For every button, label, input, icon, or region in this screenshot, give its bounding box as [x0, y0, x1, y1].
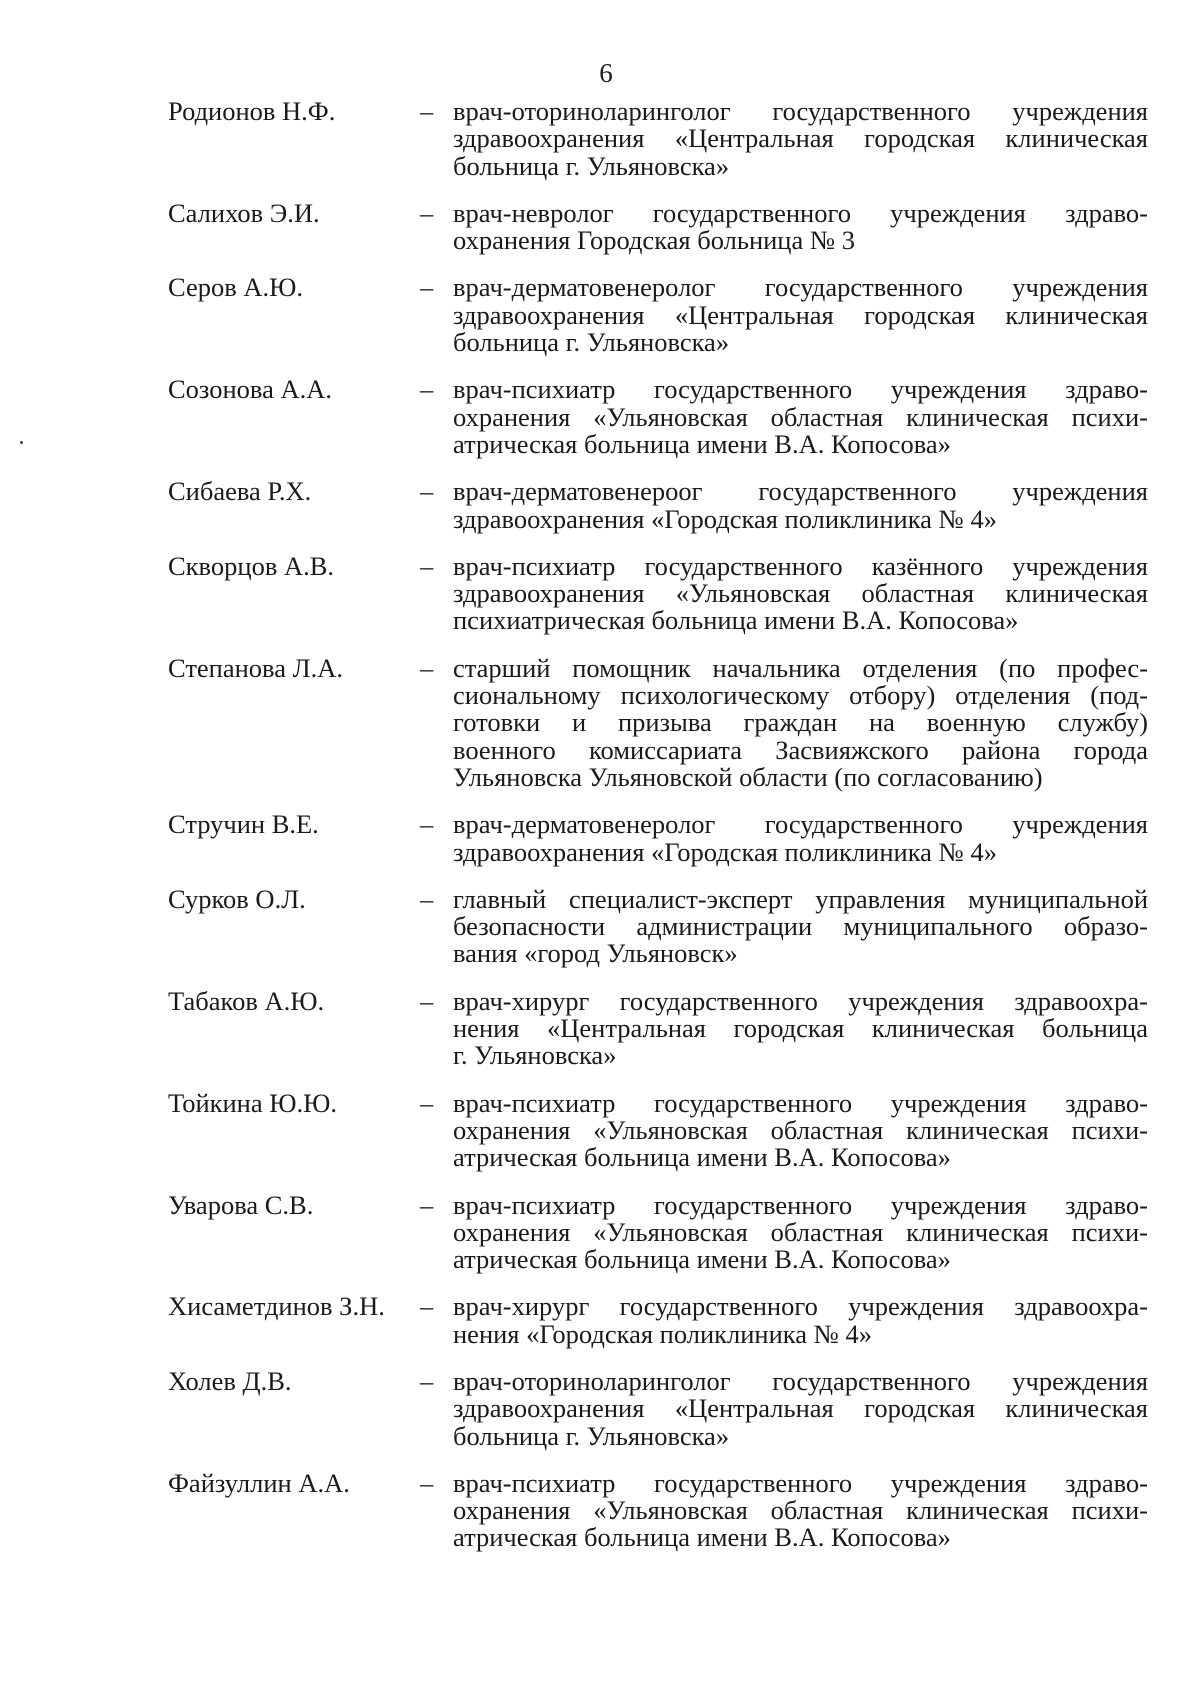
position-line: главный специалист-эксперт управления муниципальной — [453, 883, 1148, 914]
position-line: больница г. Ульяновска» — [453, 150, 730, 181]
position-line: здравоохранения «Ульяновская областная клиническая — [453, 578, 1148, 609]
position-line: здравоохранения «Городская поликлиника № 4» — [453, 503, 997, 534]
person-name: Степанова Л.А. — [168, 652, 343, 683]
list-item — [168, 883, 1148, 969]
position-line: врач-невролог государственного учреждения здраво- — [453, 197, 1148, 228]
person-position — [453, 274, 1148, 356]
list-item — [168, 550, 1148, 636]
position-line: атрическая больница имени В.А. Копосова» — [453, 1522, 951, 1553]
list-item — [168, 197, 1148, 256]
list-item — [168, 376, 1148, 458]
scan-speck — [20, 441, 23, 444]
person-position — [453, 652, 1148, 792]
list-item — [168, 1467, 1148, 1553]
position-line: атрическая больница имени В.А. Копосова» — [453, 428, 951, 459]
position-line: здравоохранения «Городская поликлиника № 4» — [453, 836, 997, 867]
person-name: Хисаметдинов З.Н. — [168, 1291, 385, 1322]
person-name: Родионов Н.Ф. — [168, 96, 336, 126]
position-line: готовки и призыва граждан на военную службу) — [453, 707, 1148, 738]
dash: – — [420, 96, 434, 126]
position-line: нения «Центральная городская клиническая больница — [453, 1013, 1148, 1044]
person-name: Сурков О.Л. — [168, 883, 306, 914]
position-line: атрическая больница имени В.А. Копосова» — [453, 1142, 951, 1173]
position-line: охранения Городская больница № 3 — [453, 225, 856, 256]
position-line: врач-оториноларинголог государственного учреждения — [453, 1365, 1148, 1396]
person-position — [453, 478, 1148, 533]
page-number: 6 — [599, 58, 613, 88]
dash: – — [420, 1291, 434, 1322]
list-item — [168, 1365, 1148, 1451]
position-line: здравоохранения «Центральная городская клиническая — [453, 123, 1148, 154]
position-line: врач-дерматовенероог государственного учреждения — [453, 476, 1148, 507]
person-position — [453, 1293, 1148, 1348]
person-name: Тойкина Ю.Ю. — [168, 1087, 337, 1118]
person-name: Стручин В.Е. — [168, 809, 319, 840]
person-name: Сибаева Р.Х. — [168, 476, 312, 507]
dash: – — [420, 1365, 434, 1396]
position-line: врач-хирург государственного учреждения здравоохра- — [453, 1291, 1148, 1322]
dash: – — [420, 374, 434, 405]
person-name: Файзуллин А.А. — [168, 1467, 350, 1498]
list-item — [168, 478, 1148, 533]
dash: – — [420, 1467, 434, 1498]
person-name: Уварова С.В. — [168, 1189, 314, 1220]
position-line: охранения «Ульяновская областная клиническая психи- — [453, 1495, 1148, 1526]
person-name: Серов А.Ю. — [168, 272, 304, 303]
position-line: здравоохранения «Центральная городская клиническая — [453, 299, 1148, 330]
position-line: сиональному психологическому отбору) отделения (под- — [453, 680, 1148, 711]
position-line: врач-психиатр государственного учреждения здраво- — [453, 1087, 1148, 1118]
list-item — [168, 1087, 1148, 1173]
person-position — [453, 883, 1148, 969]
list-item — [168, 652, 1148, 792]
dash: – — [420, 1189, 434, 1220]
position-line: врач-психиатр государственного учреждения здраво- — [453, 1189, 1148, 1220]
dash: – — [420, 1087, 434, 1118]
person-name: Скворцов А.В. — [168, 550, 335, 581]
dash: – — [420, 197, 434, 228]
position-line: охранения «Ульяновская областная клиническая психи- — [453, 1114, 1148, 1145]
position-line: атрическая больница имени В.А. Копосова» — [453, 1244, 951, 1275]
position-line: Ульяновска Ульяновской области (по согласованию) — [453, 761, 1043, 792]
position-line: врач-хирург государственного учреждения здравоохра- — [453, 985, 1148, 1016]
list-item — [168, 811, 1148, 866]
position-line: г. Ульяновска» — [453, 1040, 617, 1071]
dash: – — [420, 476, 434, 507]
position-line: врач-психиатр государственного учреждения здраво- — [453, 374, 1148, 405]
position-line: больница г. Ульяновска» — [453, 1420, 730, 1451]
person-name: Созонова А.А. — [168, 374, 332, 405]
list-item — [168, 1293, 1148, 1348]
position-line: здравоохранения «Центральная городская клиническая — [453, 1393, 1148, 1424]
person-position — [453, 1365, 1148, 1451]
position-line: психиатрическая больница имени В.А. Копосова» — [453, 605, 1019, 636]
list-item — [168, 1189, 1148, 1275]
position-line: нения «Городская поликлиника № 4» — [453, 1318, 873, 1349]
person-position — [453, 197, 1148, 256]
dash: – — [420, 550, 434, 581]
list-item — [168, 98, 1148, 180]
list-item — [168, 274, 1148, 356]
person-name: Салихов Э.И. — [168, 197, 320, 228]
position-line: безопасности администрации муниципального образо- — [453, 911, 1148, 942]
position-line: охранения «Ульяновская областная клиническая психи- — [453, 1216, 1148, 1247]
position-line: врач-дерматовенеролог государственного учреждения — [453, 272, 1148, 303]
position-line: вания «город Ульяновск» — [453, 938, 738, 969]
person-position — [453, 376, 1148, 458]
position-line: охранения «Ульяновская областная клиническая психи- — [453, 401, 1148, 432]
dash: – — [420, 985, 434, 1016]
person-position — [453, 1189, 1148, 1275]
position-line: врач-психиатр государственного учреждения здраво- — [453, 1467, 1148, 1498]
person-name: Холев Д.В. — [168, 1365, 292, 1396]
list-item — [168, 985, 1148, 1071]
dash: – — [420, 809, 434, 840]
person-position — [453, 985, 1148, 1071]
position-line: военного комиссариата Засвияжского района города — [453, 734, 1148, 765]
dash: – — [420, 272, 434, 303]
dash: – — [420, 883, 434, 914]
person-position — [453, 98, 1148, 180]
person-position — [453, 550, 1148, 636]
position-line: врач-оториноларинголог государственного учреждения — [453, 96, 1148, 126]
position-line: старший помощник начальника отделения (по профес- — [453, 652, 1148, 683]
person-position — [453, 1087, 1148, 1173]
person-position — [453, 811, 1148, 866]
personnel-list — [168, 98, 1148, 1572]
position-line: больница г. Ульяновска» — [453, 327, 730, 358]
dash: – — [420, 652, 434, 683]
person-position — [453, 1467, 1148, 1553]
person-name: Табаков А.Ю. — [168, 985, 325, 1016]
position-line: врач-психиатр государственного казённого учреждения — [453, 550, 1148, 581]
position-line: врач-дерматовенеролог государственного учреждения — [453, 809, 1148, 840]
